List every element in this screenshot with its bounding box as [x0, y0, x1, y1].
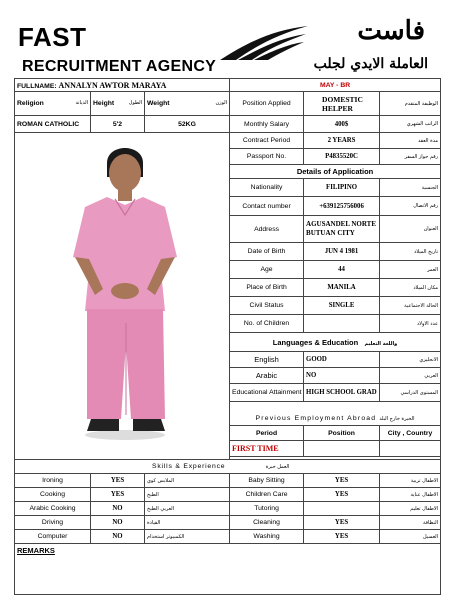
skill-ar-cell [380, 530, 441, 544]
contact-value: +639125756006 [304, 197, 380, 216]
skill-value: YES [304, 530, 380, 544]
skill-ar-cell [145, 530, 230, 544]
skill-value: NO [91, 516, 145, 530]
civil-status-ar: الحالة الاجتماعية [404, 302, 439, 309]
skill-label: Arabic Cooking [15, 502, 91, 516]
skill-label: Driving [15, 516, 91, 530]
education-ar-cell [380, 384, 441, 402]
skill-label: Tutoring [230, 502, 304, 516]
english-value: GOOD [304, 352, 380, 368]
skill-label: Ironing [15, 474, 91, 488]
height-label-ar: الطول [128, 100, 142, 106]
skill-label: Washing [230, 530, 304, 544]
skills-title: Skills & Experience [152, 463, 226, 470]
skill-ar: الملابس كوي [147, 478, 175, 484]
skill-value [304, 502, 380, 516]
employment-col-city: City , Country [380, 426, 441, 441]
education-ar: المستوى الدراسي [400, 389, 439, 396]
contact-label: Contact number [230, 197, 304, 216]
employment-city-empty [380, 441, 441, 457]
pob-value: MANILA [304, 279, 380, 297]
arabic-value: NO [304, 368, 380, 384]
details-title: Details of Application [230, 165, 441, 179]
english-ar: الانجليزي [419, 356, 439, 363]
skill-label: Cleaning [230, 516, 304, 530]
passport-value: P4835520C [304, 149, 380, 165]
height-header [91, 92, 145, 116]
height-value: 5'2 [91, 116, 145, 133]
children-ar-cell [380, 315, 441, 333]
religion-header [15, 92, 91, 116]
skill-label: Cooking [15, 488, 91, 502]
weight-header [145, 92, 230, 116]
reference-code: MAY - BR [230, 79, 441, 92]
languages-title-cell [230, 333, 441, 352]
skill-ar: الاطفال تربية [410, 477, 439, 484]
pob-ar: مكان الميلاد [413, 284, 439, 291]
skill-ar-cell [380, 502, 441, 516]
age-ar: العمر [427, 266, 439, 273]
weight-label: Weight [147, 100, 170, 107]
passport-label: Passport No. [230, 149, 304, 165]
civil-status-label: Civil Status [230, 297, 304, 315]
arabic-label: Arabic [230, 368, 304, 384]
civil-status-value: SINGLE [304, 297, 380, 315]
application-form [14, 78, 441, 595]
education-label: Educational Attainment [230, 384, 304, 402]
address-value: AGUSANDEL NORTE BUTUAN CITY [304, 216, 380, 243]
skill-value: YES [91, 488, 145, 502]
skill-value: NO [91, 530, 145, 544]
skill-ar-cell [145, 474, 230, 488]
dob-value: JUN 4 1981 [304, 243, 380, 261]
skill-value: YES [304, 474, 380, 488]
religion-label: Religion [17, 100, 44, 107]
contact-ar-cell [380, 197, 441, 216]
agency-logo-icon [218, 22, 310, 62]
age-ar-cell [380, 261, 441, 279]
skill-ar-cell [145, 502, 230, 516]
skill-ar-cell [380, 474, 441, 488]
address-label: Address [230, 216, 304, 243]
salary-ar: الراتب الشهري [406, 121, 439, 127]
children-label: No. of Children [230, 315, 304, 333]
skills-title-ar: العمل خبرة [265, 464, 290, 470]
employment-position-empty [304, 441, 380, 457]
skill-label: Computer [15, 530, 91, 544]
agency-name: RECRUITMENT AGENCY [22, 58, 217, 75]
children-value [304, 315, 380, 333]
english-ar-cell [380, 352, 441, 368]
weight-value: 52KG [145, 116, 230, 133]
contract-period-ar-cell [380, 133, 441, 149]
education-value: HIGH SCHOOL GRAD [304, 384, 380, 402]
skill-value: YES [304, 516, 380, 530]
age-label: Age [230, 261, 304, 279]
dob-ar: تاريخ الميلاد [414, 248, 439, 255]
employment-title: Previous Employment Abroad [255, 414, 377, 422]
skill-value: NO [91, 502, 145, 516]
skill-ar: الاطفال عناية [410, 491, 439, 498]
nationality-ar: الجنسية [421, 184, 439, 191]
salary-value: 400$ [304, 116, 380, 133]
fullname-label: FULLNAME: [17, 82, 57, 90]
spacer-cell [230, 402, 441, 412]
dob-label: Date of Birth [230, 243, 304, 261]
contact-ar: رقم الاتصال [413, 203, 439, 209]
skill-value: YES [304, 488, 380, 502]
position-applied-value: DOMESTIC HELPER [304, 92, 380, 116]
skill-ar: النظافة [422, 519, 439, 526]
height-label: Height [93, 100, 115, 107]
arabic-ar-cell [380, 368, 441, 384]
religion-value: ROMAN CATHOLIC [15, 116, 91, 133]
remarks-cell [15, 544, 441, 595]
children-ar: عدد الاولاد [416, 320, 439, 327]
position-applied-ar: الوظيفة المتقدم [404, 100, 439, 107]
skill-ar: الاطفال تعليم [410, 505, 439, 512]
remarks-label: REMARKS [17, 546, 55, 555]
employment-first-time: FIRST TIME [230, 441, 304, 457]
pob-ar-cell [380, 279, 441, 297]
skills-title-cell [15, 460, 441, 474]
skill-label: Children Care [230, 488, 304, 502]
contract-period-ar: مدة العقد [418, 137, 439, 144]
skill-ar: القيادة [147, 520, 161, 526]
brand-name-arabic: فاست [357, 16, 425, 46]
position-applied-label: Position Applied [230, 92, 304, 116]
salary-label: Monthly Salary [230, 116, 304, 133]
skill-ar: الغسيل [422, 533, 439, 540]
employment-title-ar: الخبرة خارج البلد [379, 415, 415, 422]
weight-label-ar: الوزن [215, 100, 228, 106]
skill-label: Baby Sitting [230, 474, 304, 488]
agency-name-arabic: العاملة الايدي لجلب [313, 56, 428, 72]
salary-ar-cell [380, 116, 441, 133]
languages-title-ar: واللغة التعليم [364, 340, 398, 347]
skill-ar: الكمبيوتر استخدام [147, 534, 185, 540]
address-ar-cell [380, 216, 441, 243]
age-value: 44 [304, 261, 380, 279]
skill-ar-cell [145, 516, 230, 530]
fullname-cell [15, 79, 230, 92]
contract-period-value: 2 YEARS [304, 133, 380, 149]
dob-ar-cell [380, 243, 441, 261]
nationality-value: FILIPINO [304, 179, 380, 197]
skill-ar: العربي الطبخ [147, 506, 174, 512]
passport-ar: رقم جواز السفر [404, 153, 439, 160]
civil-status-ar-cell [380, 297, 441, 315]
religion-label-ar: الديانة [75, 100, 88, 106]
fullname-value: ANNALYN AWTOR MARAYA [58, 80, 167, 90]
nationality-ar-cell [380, 179, 441, 197]
employment-col-position: Position [304, 426, 380, 441]
skill-ar: الطبخ [147, 492, 159, 498]
skill-ar-cell [380, 516, 441, 530]
brand-name: FAST [18, 22, 87, 52]
employment-col-period: Period [230, 426, 304, 441]
applicant-photo-cell [15, 133, 230, 460]
skill-value: YES [91, 474, 145, 488]
applicant-photo [15, 133, 227, 443]
contract-period-label: Contract Period [230, 133, 304, 149]
skill-ar-cell [145, 488, 230, 502]
languages-title: Languages & Education [272, 337, 359, 347]
arabic-ar: العربي [424, 372, 439, 379]
pob-label: Place of Birth [230, 279, 304, 297]
english-label: English [230, 352, 304, 368]
passport-ar-cell [380, 149, 441, 165]
employment-title-cell [230, 412, 441, 426]
nationality-label: Nationality [230, 179, 304, 197]
skill-ar-cell [380, 488, 441, 502]
address-ar: العنوان [423, 226, 439, 232]
position-applied-ar-cell [380, 92, 441, 116]
